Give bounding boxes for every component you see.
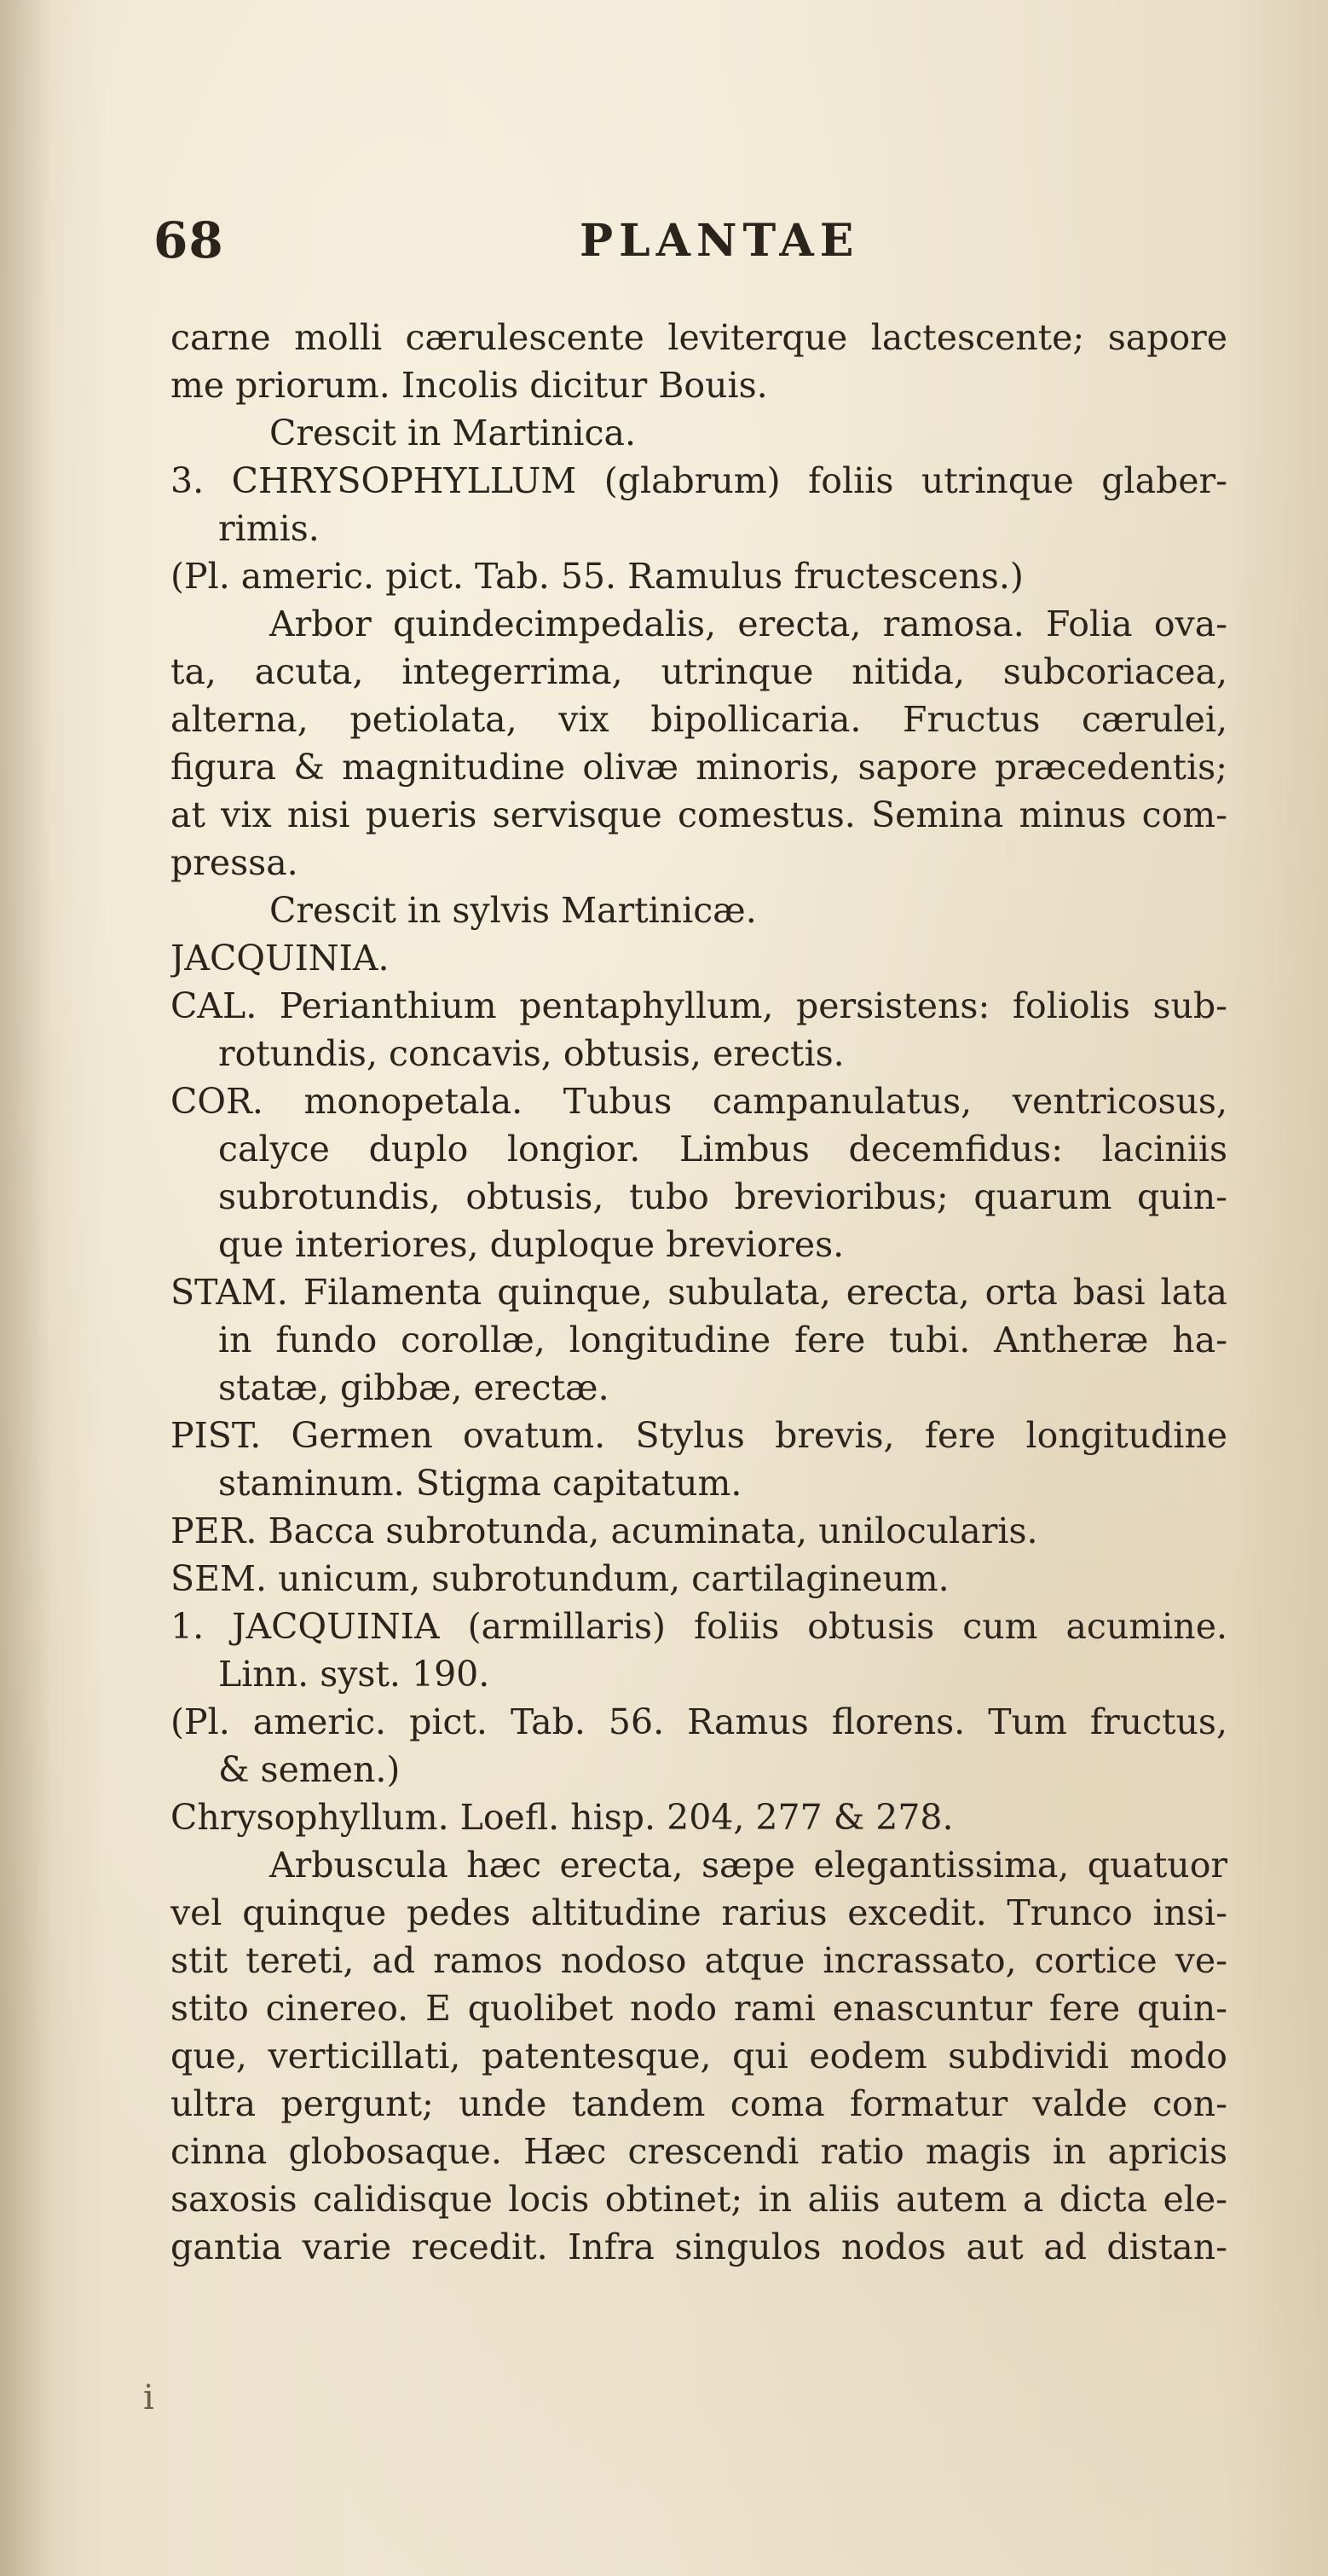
text-line: SEM. unicum, subrotundum, cartilagineum.: [170, 1558, 950, 1599]
text-line: PER. Bacca subrotunda, acuminata, unilocularis.: [170, 1510, 1038, 1551]
text-line: stito cinereo. E quolibet nodo rami enascuntur fere quin-: [170, 1988, 1227, 2029]
text-line: CAL. Perianthium pentaphyllum, persistens: foliolis sub-: [170, 985, 1227, 1026]
text-line: pressa.: [170, 842, 298, 883]
text-line: (Pl. americ. pict. Tab. 56. Ramus florens. Tum fructus,: [170, 1701, 1227, 1742]
text-line: calyce duplo longior. Limbus decemfidus: laciniis: [218, 1129, 1227, 1170]
text-line: 3. CHRYSOPHYLLUM (glabrum) foliis utrinque glaber-: [170, 460, 1227, 501]
body-text: [170, 314, 1227, 2271]
page-header: [153, 211, 1219, 271]
text-line: Linn. syst. 190.: [218, 1654, 490, 1695]
text-line: ultra pergunt; unde tandem coma formatur valde con-: [170, 2083, 1227, 2124]
text-line: alterna, petiolata, vix bipollicaria. Fructus cærulei,: [170, 699, 1227, 740]
margin-mark: i: [143, 2378, 154, 2417]
text-line: que, verticillati, patentesque, qui eodem subdividi modo: [170, 2036, 1227, 2076]
text-line: rimis.: [218, 508, 320, 549]
text-line: COR. monopetala. Tubus campanulatus, ventricosus,: [170, 1081, 1227, 1122]
running-head: PLANTAE: [580, 215, 860, 267]
text-line: Crescit in Martinica.: [269, 413, 636, 453]
section-heading: JACQUINIA.: [170, 938, 390, 979]
text-line: STAM. Filamenta quinque, subulata, erecta, orta basi lata: [170, 1272, 1227, 1313]
text-line: staminum. Stigma capitatum.: [218, 1463, 742, 1504]
text-line: rotundis, concavis, obtusis, erectis.: [218, 1033, 845, 1074]
text-line: cinna globosaque. Hæc crescendi ratio magis in apricis: [170, 2131, 1227, 2172]
spine-shadow: [0, 0, 51, 2576]
text-line: PIST. Germen ovatum. Stylus brevis, fere longitudine: [170, 1415, 1227, 1456]
text-line: in fundo corollæ, longitudine fere tubi. Antheræ ha-: [218, 1320, 1227, 1360]
text-line: gantia varie recedit. Infra singulos nodos aut ad distan-: [170, 2227, 1227, 2267]
text-line: saxosis calidisque locis obtinet; in aliis autem a dicta ele-: [170, 2179, 1227, 2220]
text-line: statæ, gibbæ, erectæ.: [218, 1367, 609, 1408]
text-line: me priorum. Incolis dicitur Bouis.: [170, 365, 768, 406]
text-line: figura & magnitudine olivæ minoris, sapore præcedentis;: [170, 747, 1227, 788]
text-line: at vix nisi pueris servisque comestus. Semina minus com-: [170, 794, 1227, 835]
text-line: Crescit in sylvis Martinicæ.: [269, 890, 757, 931]
text-line: vel quinque pedes altitudine rarius excedit. Trunco insi-: [170, 1892, 1227, 1933]
text-line: & semen.): [218, 1749, 401, 1790]
page-number: 68: [153, 211, 224, 269]
text-line: stit tereti, ad ramos nodoso atque incrassato, cortice ve-: [170, 1940, 1227, 1981]
text-line: subrotundis, obtusis, tubo brevioribus; quarum quin-: [218, 1176, 1227, 1217]
text-line: 1. JACQUINIA (armillaris) foliis obtusis cum acumine.: [170, 1606, 1227, 1647]
text-line: que interiores, duploque breviores.: [218, 1224, 845, 1265]
text-line: ta, acuta, integerrima, utrinque nitida, subcoriacea,: [170, 651, 1227, 692]
text-line: carne molli cærulescente leviterque lactescente; sapore: [170, 317, 1227, 358]
text-line: Arbuscula hæc erecta, sæpe elegantissima, quatuor: [269, 1845, 1227, 1886]
text-line: Arbor quindecimpedalis, erecta, ramosa. Folia ova-: [269, 604, 1227, 644]
text-line: Chrysophyllum. Loefl. hisp. 204, 277 & 278.: [170, 1797, 954, 1838]
text-line: (Pl. americ. pict. Tab. 55. Ramulus fructescens.): [170, 556, 1024, 597]
